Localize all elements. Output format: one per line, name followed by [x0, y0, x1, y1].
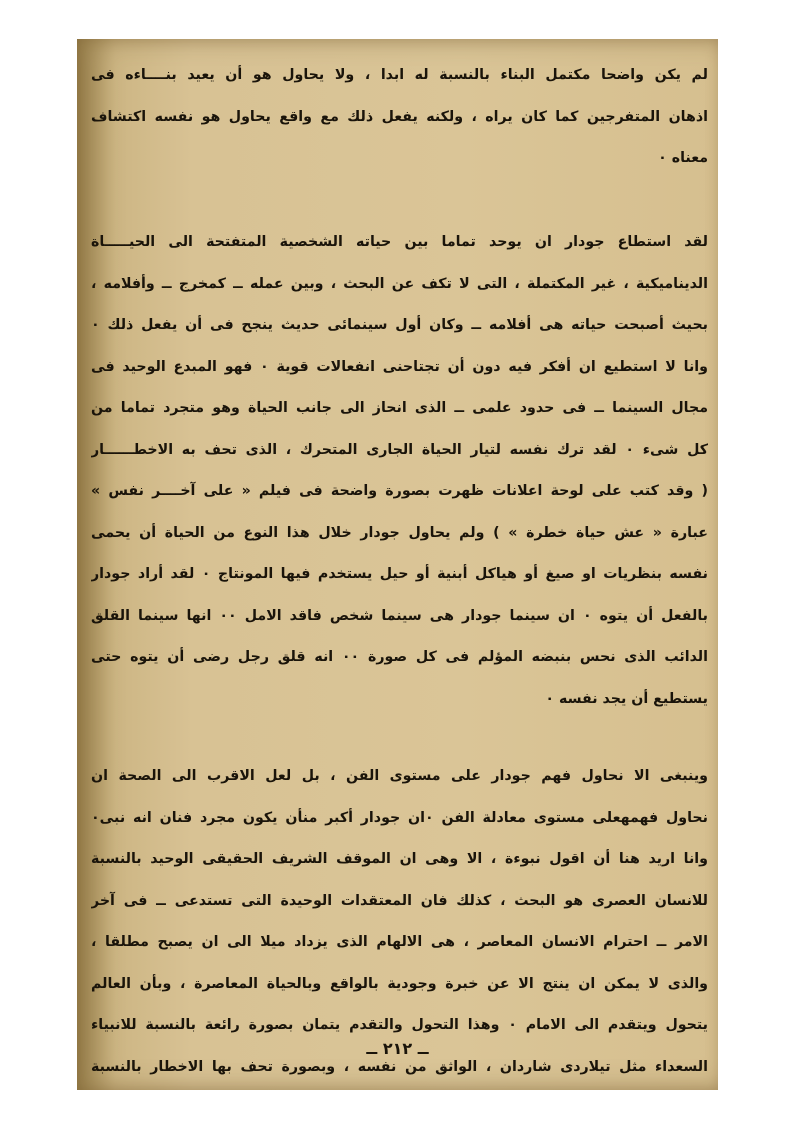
text-line: الديناميكية ، غير المكتملة ، التى لا تكف عن البحث ، وبين عمله ــ كمخرج ــ وأفلامه ، — [91, 275, 708, 292]
text-line: يتحول ويتقدم الى الامام ٠ وهذا التحول والتقدم يتمان بصورة رائعة بالنسبة للانبياء — [91, 1017, 708, 1033]
text-line: وانا اريد هنا أن اقول نبوءة ، الا وهى ان الموقف الشريف الحقيقى الوحيد بالنسبة — [91, 851, 708, 867]
text-line: لم يكن واضحا مكتمل البناء بالنسبة له ابدا ، ولا يحاول هو أن يعيد بنــــاءه فى — [91, 67, 708, 83]
text-line: وينبغى الا نحاول فهم جودار على مستوى الفن ، بل لعل الاقرب الى الصحة ان — [91, 768, 708, 784]
text-line: والذى لا يمكن ان ينتج الا عن خبرة وجودية بالواقع وبالحياة المعاصرة ، وبأن العالم — [91, 975, 708, 992]
text-line: عبارة « عش حياة خطرة » ) ولم يحاول جودار خلال هذا النوع من الحياة أن يحمى — [91, 524, 708, 541]
paragraph-2 — [91, 222, 708, 720]
page-number: ــ ٢١٢ ــ — [366, 1039, 429, 1058]
text-line: وانا لا استطيع ان أفكر فيه دون أن تجتاحنى انفعالات قوية ٠ فهو المبدع الوحيد فى — [91, 358, 708, 375]
text-line: لقد استطاع جودار ان يوحد تماما بين حياته الشخصية المتفتحة الى الحيـــــاة — [91, 234, 708, 250]
text-line: يستطيع أن يجد نفسه ٠ — [545, 690, 708, 707]
text-line: معناه ٠ — [658, 150, 708, 166]
scanned-book-page — [77, 39, 718, 1090]
text-line: السعداء مثل تيلاردى شاردان ، الواثق من نفسه ، وبصورة تحف بها الاخطار بالنسبة — [91, 1058, 708, 1075]
paragraph-1 — [91, 55, 708, 180]
text-line: بحيث أصبحت حياته هى أفلامه ــ وكان أول سينمائى حديث ينجح فى أن يفعل ذلك ٠ — [91, 317, 708, 333]
text-line: ( وقد كتب على لوحة اعلانات ظهرت بصورة واضحة فى فيلم « على آخــــر نفس » — [91, 483, 708, 499]
text-line: نفسه بنظريات او صيغ أو هياكل أبنية أو حيل يستخدم فيها المونتاج ٠ لقد أراد جودار — [91, 566, 708, 582]
text-line: بالفعل أن يتوه ٠ ان سينما جودار هى سينما شخص فاقد الامل ٠٠ انها سينما القلق — [91, 607, 708, 624]
text-line: نحاول فهمهعلى مستوى معادلة الفن ٠ان جودار أكبر منأن يكون مجرد فنان انه نبى٠ — [91, 809, 708, 826]
text-line: الدائب الذى نحس بنبضه المؤلم فى كل صورة ٠٠ انه قلق رجل رضى أن يتوه حتى — [91, 649, 708, 665]
text-line: اذهان المتفرجين كما كان يراه ، ولكنه يفعل ذلك مع واقع يحاول هو نفسه اكتشاف — [91, 108, 708, 125]
text-line: للانسان العصرى هو البحث ، كذلك فان المعتقدات الوحيدة التى تستدعى ــ فى آخر — [91, 892, 708, 909]
text-line: الامر ــ احترام الانسان المعاصر ، هى الالهام الذى يزداد ميلا الى ان يصبح مطلقا ، — [91, 934, 708, 950]
text-line: كل شىء ٠ لقد ترك نفسه لتيار الحياة الجارى المتحرك ، الذى تحف به الاخطــــــار — [91, 441, 708, 458]
text-line: مجال السينما ــ فى حدود علمى ــ الذى انحاز الى جانب الحياة وهو متجرد تماما من — [91, 400, 708, 416]
